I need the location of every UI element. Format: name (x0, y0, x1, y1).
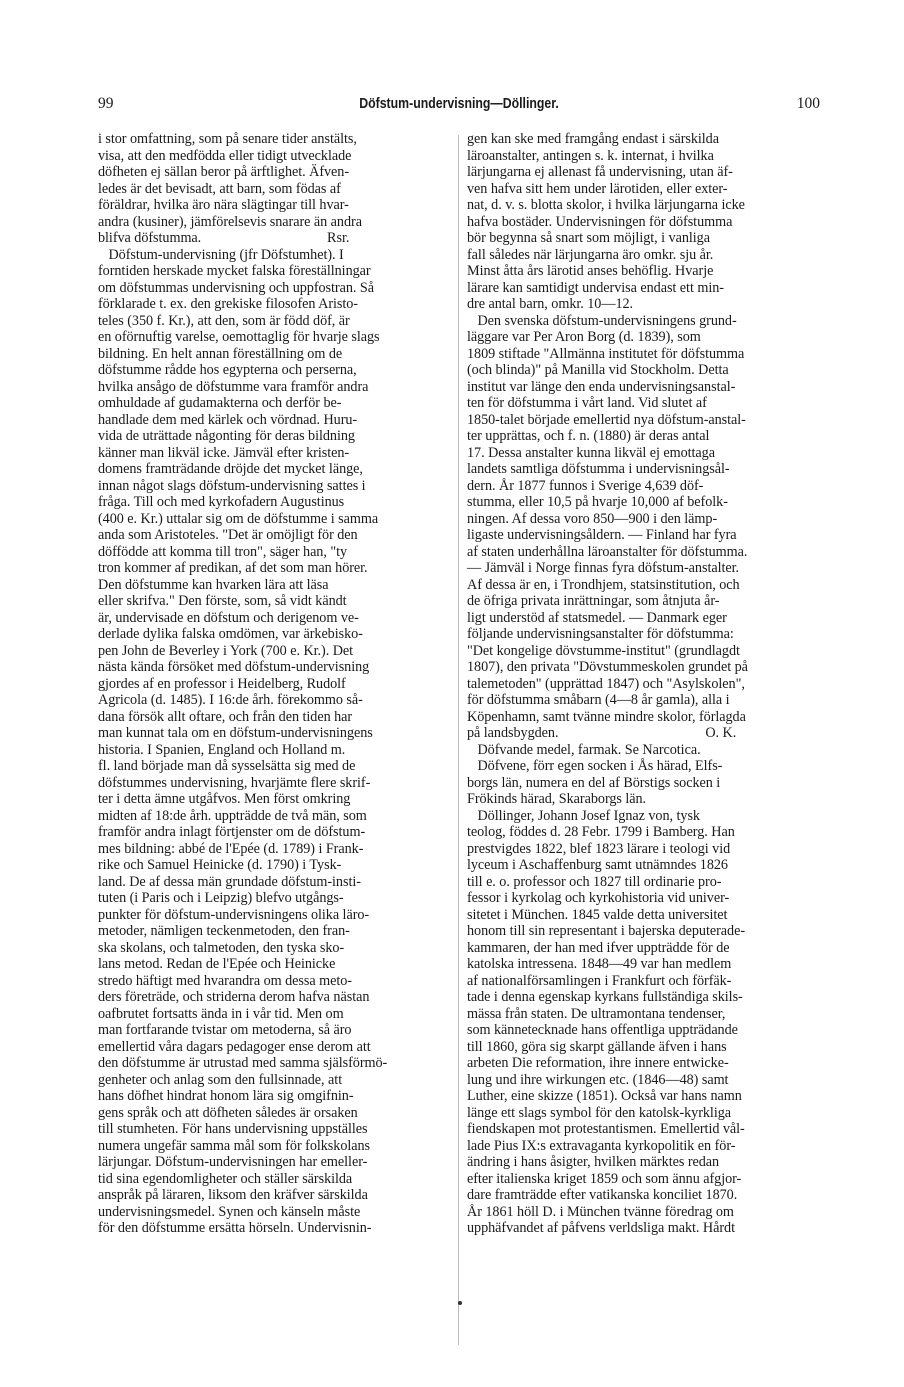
text-line: man kunnat tala om en döfstum-undervisningens (98, 725, 373, 741)
text-line: lans metod. Redan de l'Epée och Heinicke (98, 956, 336, 972)
text-line: ders företräde, och striderna derom hafva nästan (98, 989, 370, 1005)
text-line: oafbrutet fortsatts ända in i vår tid. Men om (98, 1005, 344, 1022)
text-line: ledes är det bevisadt, att barn, som födas af (98, 180, 341, 197)
text-line: dern. År 1877 funnos i Sverige 4,639 döf- (467, 477, 704, 494)
text-line: ter i detta ämne utgåfvos. Men först omkring (98, 791, 351, 807)
text-line: katolska intressena. 1848—49 var han medlem (467, 956, 732, 972)
column-divider (458, 135, 459, 1345)
text-line: 17. Dessa anstalter kunna likväl ej emottaga (467, 444, 715, 461)
text-line: ska skolans, och talmetoden, den tyska sko- (98, 939, 345, 956)
text-line: följande undervisningsanstalter för döfstumma: (467, 626, 734, 642)
text-line: Döllinger, Johann Josef Ignaz von, tysk (467, 807, 700, 824)
text-line: nat, d. v. s. blotta skolor, i hvilka lärjungarna icke (467, 197, 745, 213)
text-line: handlade dem med kärlek och vördnad. Huru- (98, 411, 358, 428)
text-line: läroanstalter, antingen s. k. internat, i hvilka (467, 147, 714, 164)
text-line: derlade dylika falska omdömen, var ärkebisko- (98, 626, 363, 642)
text-line: döffödde att komma till tron", säger han, "ty (98, 543, 348, 560)
text-line: metoder, nämligen teckenmetoden, den fran- (98, 923, 350, 939)
text-line: upphäfvandet af påfvens verldsliga makt. Hårdt (467, 1220, 735, 1236)
text-line: till stumheten. För hans undervisning uppställes (98, 1121, 368, 1137)
text-line: anda som Aristoteles. "Det är omöjligt för den (98, 527, 358, 543)
text-line: teles (350 f. Kr.), att den, som är född döf, är (98, 312, 350, 329)
text-line: känner man likväl icke. Jämväl efter kristen- (98, 444, 350, 461)
text-line: lärjungar. Döfstum-undervisningen har emeller- (98, 1154, 368, 1170)
text-line: nästa kända försöket med döfstum-undervisning (98, 659, 370, 675)
text-line: man fortfarande tvistar om metoderna, så äro (98, 1022, 352, 1038)
text-line: — Jämväl i Norge finnas fyra döfstum-anstalter. (467, 560, 740, 576)
page-mark (458, 1301, 462, 1305)
text-line: ter upprättas, och f. n. (1880) är deras antal (467, 428, 710, 444)
text-line: Döfvene, förr egen socken i Ås härad, Elfs- (467, 758, 723, 774)
text-line: (och blinda)" på Manilla vid Stockholm. Detta (467, 362, 729, 378)
text-line: institut var länge den enda undervisningsanstal- (467, 378, 736, 395)
text-line: Agricola (d. 1485). I 16:de årh. förekommo så- (98, 692, 363, 708)
text-line: till 1860, göra sig skarpt gällande äfven i hans (467, 1038, 727, 1055)
text-line: kammaren, der han med ifver uppträdde för de (467, 939, 730, 956)
left-text-column (98, 131, 458, 1237)
text-line: tade i denna egenskap kyrkans fullständiga skils- (467, 989, 743, 1005)
text-line: anspråk på läraren, liksom den kräfver särskilda (98, 1187, 368, 1203)
text-line: ven hafva sitt hem under lärotiden, eller exter- (467, 180, 728, 197)
text-line: sitetet i München. 1845 valde detta universitet (467, 906, 728, 923)
text-line: domens framträdande dröjde det mycket länge, (98, 461, 363, 477)
text-line: numera ungefär samma mål som för folkskolans (98, 1137, 371, 1154)
page-number-left: 99 (98, 95, 114, 112)
text-line: om döfstummas undervisning och uppfostran. Så (98, 279, 374, 296)
text-line: blifva döfstumma. Rsr. (98, 230, 350, 246)
text-line: i stor omfattning, som på senare tider anstälts, (98, 131, 357, 147)
text-line: till e. o. professor och 1827 till ordinarie pro- (467, 873, 722, 890)
text-line: vida de uträttade någonting för deras bildning (98, 428, 355, 444)
text-line: föräldrar, hvilka äro nära slägtingar till hvar- (98, 197, 349, 213)
text-line: borgs län, numera en del af Börstigs socken i (467, 774, 721, 791)
text-line: tid sina egendomligheter och ställer särskilda (98, 1170, 353, 1187)
text-line: prestvigdes 1822, blef 1823 lärare i teologi vid (467, 840, 731, 857)
text-line: visa, att den medfödda eller tidigt utvecklade (98, 147, 352, 164)
text-line: stredo häftigt med hvarandra om dessa meto- (98, 972, 352, 989)
text-line: ningen. Af dessa voro 850—900 i den lämp- (467, 510, 718, 527)
text-line: bildning. En helt annan föreställning om de (98, 345, 343, 362)
text-line: arbeten Die reformation, ihre innere entwicke- (467, 1055, 729, 1071)
text-line: teolog, föddes d. 28 Febr. 1799 i Bamberg. Han (467, 824, 735, 840)
text-line: af nationalförsamlingen i Frankfurt och förfäk- (467, 972, 732, 989)
text-line: dare framträdde efter vatikanska konciliet 1870. (467, 1187, 738, 1203)
text-line: gjordes af en professor i Heidelberg, Rudolf (98, 675, 346, 692)
text-line: dre antal barn, omkr. 10—12. (467, 296, 634, 312)
text-line: ten för döfstumma i vårt land. Vid slutet af (467, 395, 707, 411)
text-line: Af dessa är en, i Trondhjem, statsinstitution, och (467, 576, 740, 593)
text-line: bör begynna så snart som möjligt, i vanliga (467, 230, 710, 246)
text-line: ligt understöd af statsmedel. — Danmark eger (467, 609, 727, 626)
text-line: af staten underhållna läroanstalter för döfstumma. (467, 543, 748, 560)
page-title: Döfstum-undervisning—Döllinger. (359, 95, 559, 112)
text-line: lyceum i Aschaffenburg samt utnämndes 1826 (467, 857, 728, 873)
text-line: mes bildning: abbé de l'Epée (d. 1789) i Frank- (98, 840, 364, 857)
text-line: ligaste undervisningsåldern. — Finland har fyra (467, 527, 737, 543)
text-line: gen kan ske med framgång endast i särskilda (467, 131, 719, 147)
text-line: År 1861 höll D. i München tvänne föredrag om (467, 1203, 734, 1220)
text-line: emellertid våra dagars pedagoger ense derom att (98, 1038, 371, 1055)
text-line: fessor i kyrkolag och kyrkohistoria vid univer- (467, 890, 730, 906)
text-line: midten af 18:de årh. uppträdde de två män, som (98, 807, 367, 824)
text-line: ändring i hans åsigter, hvilken märktes redan (467, 1154, 720, 1170)
text-line: lärjungarna ej allenast få undervisning, utan äf- (467, 164, 733, 180)
text-line: som kännetecknade hans offentliga uppträdande (467, 1022, 738, 1038)
text-line: den döfstumme är utrustad med samma själsförmö- (98, 1055, 388, 1071)
text-line: honom till sin representant i bajerska deputerade- (467, 923, 746, 939)
text-line: Döfvande medel, farmak. Se Narcotica. (467, 741, 701, 758)
text-line: Luther, eine skizze (1851). Också var hans namn (467, 1088, 742, 1104)
text-line: gens språk och att döfheten således är orsaken (98, 1104, 358, 1121)
text-line: förklarade t. ex. den grekiske filosofen Aristo- (98, 296, 358, 312)
text-line: Frökinds härad, Skaraborgs län. (467, 791, 647, 807)
text-line: fiendskapen mot protestantismen. Emellertid vål- (467, 1121, 745, 1137)
text-line: lade Pius IX:s extravaganta kyrkopolitik en för- (467, 1137, 736, 1154)
text-line: hvilka ansågo de döfstumme vara framför andra (98, 378, 369, 395)
text-line: lung und ihre wirkungen etc. (1846—48) samt (467, 1071, 729, 1088)
text-line: fall således när lärjungarna äro omkr. sju år. (467, 246, 714, 263)
text-line: undervisningsmedel. Synen och känseln måste (98, 1203, 361, 1220)
text-line: "Det kongelige dövstumme-institut" (grundlagdt (467, 642, 740, 659)
text-line: forntiden herskade mycket falska föreställningar (98, 263, 371, 279)
text-line: en oförnuftig varelse, oemottaglig för hvarje slags (98, 329, 380, 345)
text-line: dana försök allt oftare, och från den tiden har (98, 708, 353, 725)
text-line: fl. land började man då sysselsätta sig med de (98, 758, 356, 774)
text-line: Den svenska döfstum-undervisningens grund- (467, 312, 737, 329)
text-line: genheter och anlag som den fullsinnade, att (98, 1071, 343, 1088)
text-line: fråga. Till och med kyrkofadern Augustinus (98, 494, 345, 510)
text-line: för den döfstumme ersätta hörseln. Undervisnin- (98, 1220, 372, 1236)
text-line: 1809 stiftade "Allmänna institutet för döfstumma (467, 345, 745, 362)
text-line: rike och Samuel Heinicke (d. 1790) i Tysk- (98, 857, 342, 873)
text-line: framför andra inlagt förtjenster om de döfstum- (98, 824, 366, 840)
text-line: 1850-talet började emellertid nya döfstum-anstal- (467, 411, 746, 428)
text-line: tuten (i Paris och i Leipzig) blefvo utgångs- (98, 890, 344, 906)
text-line: omhuldade af gudamakterna och derför be- (98, 395, 342, 411)
text-line: läggare var Per Aron Borg (d. 1839), som (467, 329, 701, 345)
text-line: döfheten ej sällan beror på ärftlighet. Äfven- (98, 164, 349, 180)
page-number-right: 100 (796, 95, 820, 112)
text-line: 1807), den privata "Dövstummeskolen grundet på (467, 659, 748, 675)
right-text-column (467, 131, 819, 1237)
text-line: landets samtliga döfstumma i undervisningsål- (467, 461, 730, 477)
text-line: Den döfstumme kan hvarken lära att läsa (98, 576, 329, 593)
text-line: är, undervisade en döfstum och derigenom ve- (98, 609, 359, 626)
text-line: pen John de Beverley i York (700 e. Kr.). Det (98, 642, 354, 659)
text-line: land. De af dessa män grundade döfstum-insti- (98, 873, 361, 890)
text-line: Döfstum-undervisning (jfr Döfstumhet). I (98, 246, 344, 263)
text-line: hafva bostäder. Undervisningen för döfstumma (467, 213, 733, 230)
text-line: historia. I Spanien, England och Holland m. (98, 741, 346, 758)
text-line: på landsbygden. O. K. (467, 725, 737, 741)
text-line: punkter för döfstum-undervisningens olika läro- (98, 906, 370, 923)
text-line: eller skrifva." Den förste, som, så vidt kändt (98, 593, 347, 609)
text-line: talemetoden" (upprättad 1847) och "Asylskolen", (467, 675, 745, 692)
text-line: döfstumme rådde hos egypterna och perserna, (98, 362, 357, 378)
text-line: efter italienska kriget 1859 och som ännu afgjor- (467, 1170, 742, 1187)
text-line: Köpenhamn, samt tvänne mindre skolor, förlagda (467, 708, 746, 725)
text-line: för döfstumma småbarn (4—8 år gamla), alla i (467, 692, 730, 708)
text-line: döfstummes undervisning, hvarjämte flere skrif- (98, 774, 371, 791)
text-line: innan något slags döfstum-undervisning sattes i (98, 477, 366, 494)
text-line: stumma, eller 10,5 på hvarje 10,000 af befolk- (467, 494, 728, 510)
text-line: (400 e. Kr.) uttalar sig om de döfstumme i samma (98, 510, 379, 527)
text-line: Minst åtta års lärotid anses behöflig. Hvarje (467, 263, 714, 279)
text-line: tron kommer af predikan, af det som man hörer. (98, 560, 368, 576)
text-line: länge ett slags symbol för den katolsk-kyrkliga (467, 1104, 732, 1121)
text-line: mässa från staten. De ultramontana tendenser, (467, 1005, 726, 1022)
text-line: de öfriga privata inrättningar, som åtnjuta år- (467, 593, 720, 609)
text-line: andra (kusiner), jämförelsevis snarare än andra (98, 213, 362, 230)
text-line: hans döfhet hindrat honom lära sig omgifnin- (98, 1088, 354, 1104)
text-line: lärare kan samtidigt undervisa endast ett min- (467, 279, 724, 296)
page-header (98, 95, 820, 119)
